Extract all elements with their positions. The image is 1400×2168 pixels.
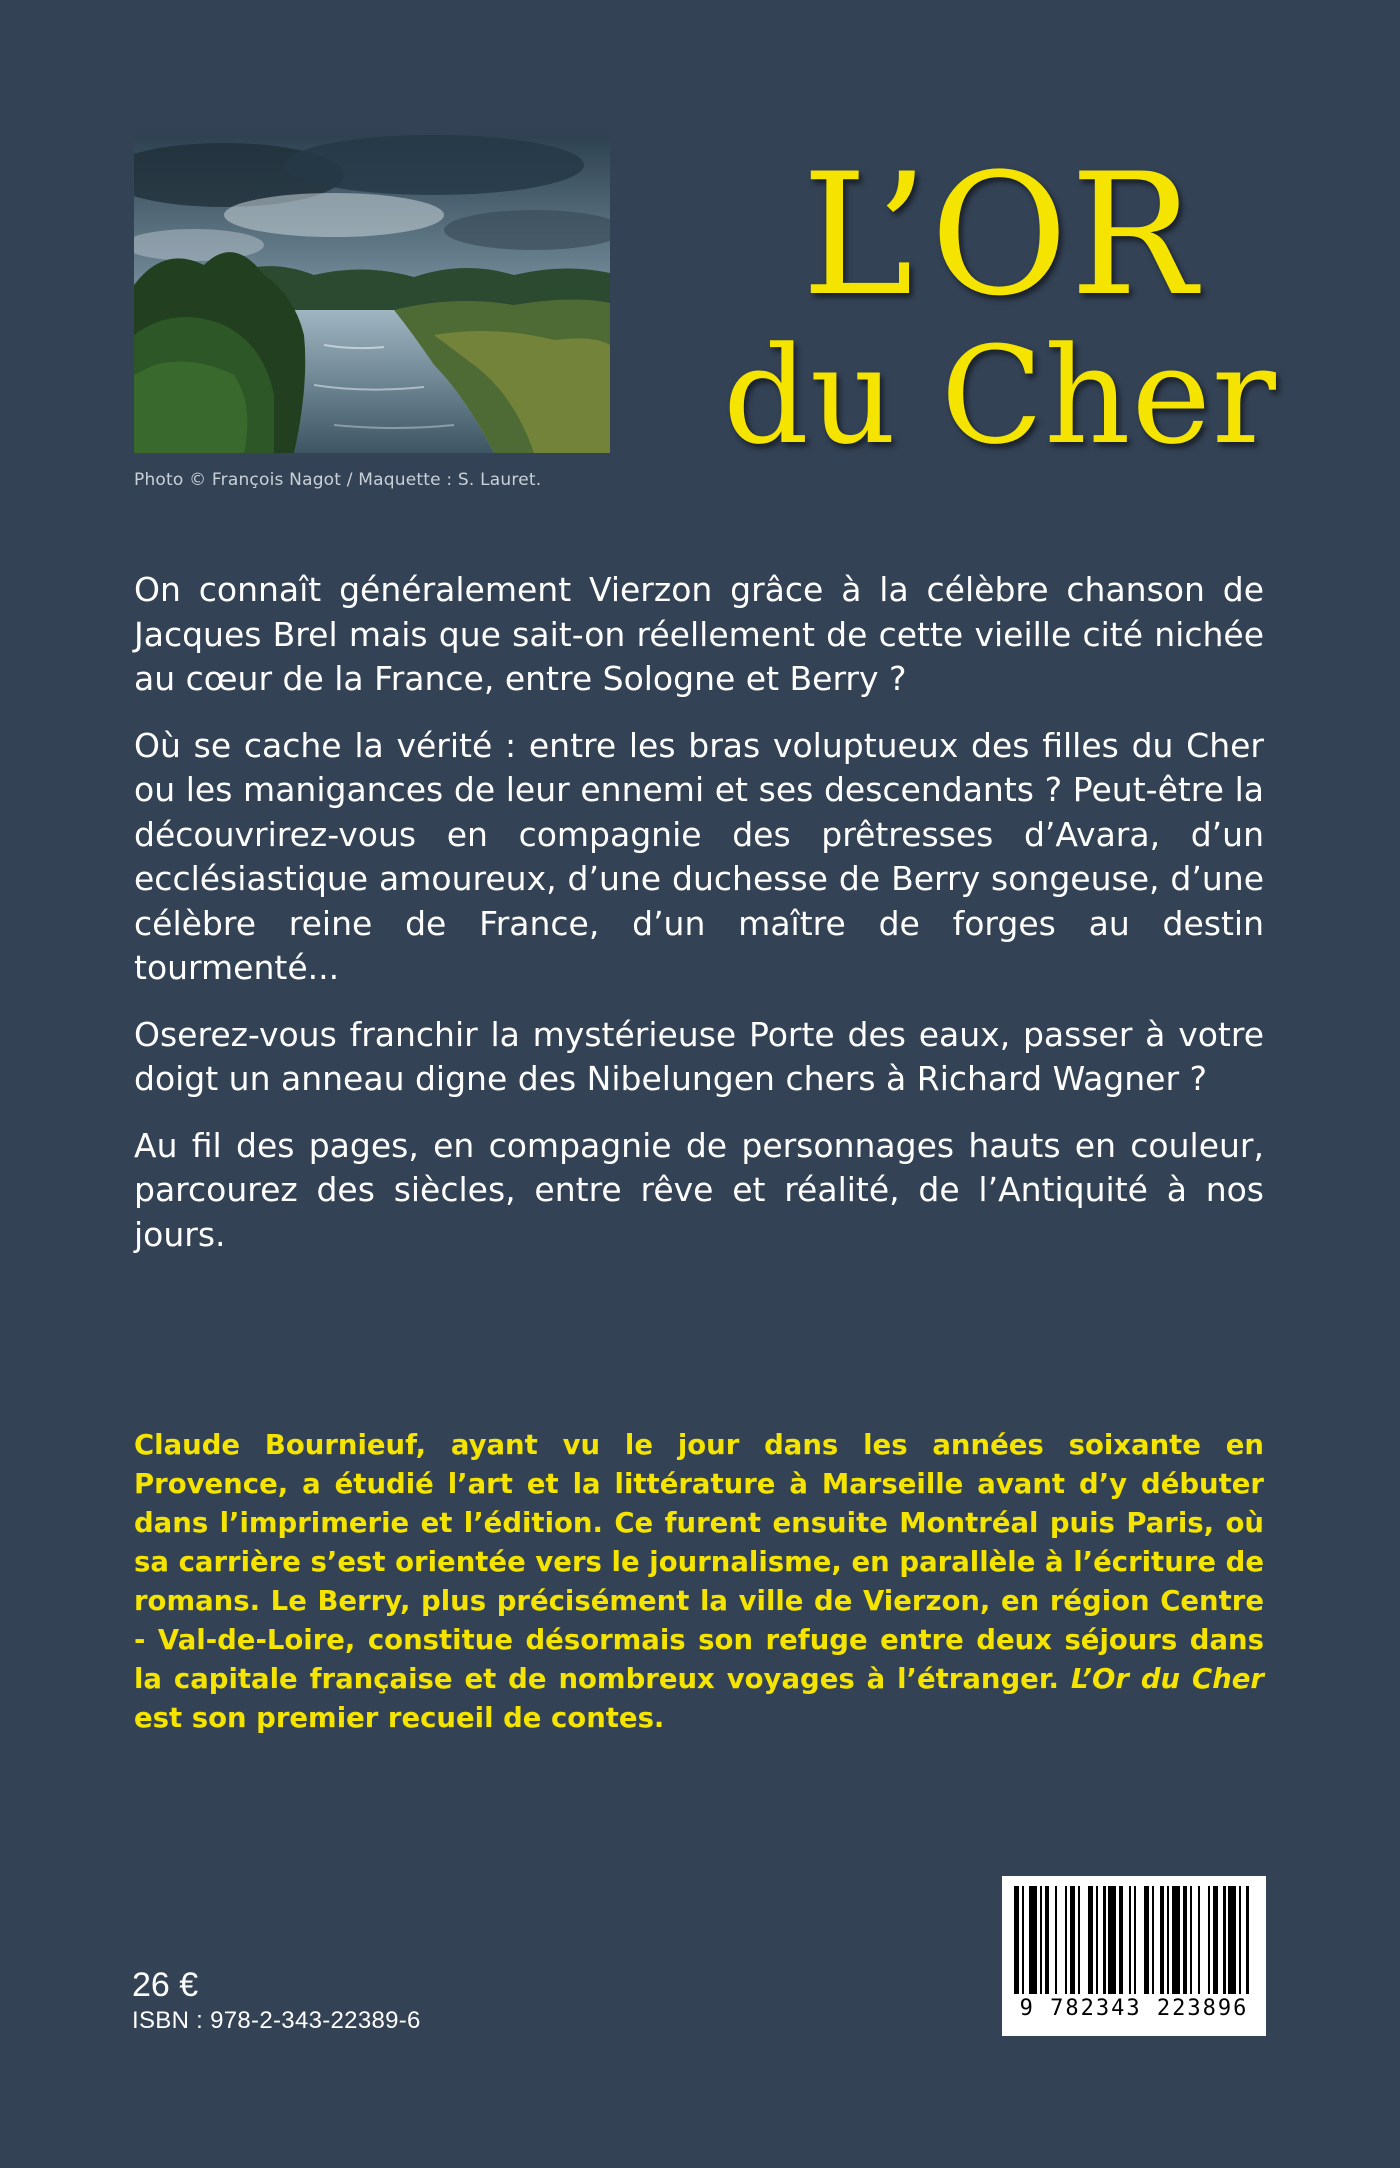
barcode-bar bbox=[1223, 1886, 1225, 1994]
barcode-bar bbox=[1152, 1886, 1154, 1994]
blurb-paragraph: On connaît généralement Vierzon grâce à la célèbre chanson de Jacques Brel mais que sait-on réellement de cette vieille cité nichée au cœur de la France, entre Sologne et Berry ? bbox=[134, 570, 1264, 698]
bio-text-part-2: est son premier recueil de contes. bbox=[134, 1702, 665, 1734]
author-name: Claude Bournieuf bbox=[134, 1429, 416, 1461]
barcode-bar bbox=[1096, 1886, 1098, 1994]
book-title bbox=[640, 137, 1360, 474]
barcode-bar bbox=[1134, 1886, 1136, 1994]
barcode-bars bbox=[1014, 1886, 1254, 1994]
title-line-2: du Cher bbox=[723, 318, 1277, 474]
barcode-bar bbox=[1070, 1886, 1075, 1994]
barcode-bar bbox=[1065, 1886, 1067, 1994]
barcode-bar bbox=[1228, 1886, 1235, 1994]
blurb-paragraph: Où se cache la vérité : entre les bras voluptueux des filles du Cher ou les manigances de leur ennemi et ses descendants ? Peut-être la découvrirez-vous en compagnie des prêtresses d’Avara, d’un ecclésiastique amoureux, d’une duchesse de Berry songeuse, d’une célèbre reine de France, d’un maître de forges au destin tourmenté... bbox=[134, 725, 1264, 987]
isbn: ISBN : 978-2-343-22389-6 bbox=[132, 2007, 421, 2034]
barcode-bar bbox=[1119, 1886, 1124, 1994]
barcode-bar bbox=[1078, 1886, 1080, 1994]
author-bio bbox=[134, 1426, 1264, 1738]
cover-photo bbox=[134, 135, 610, 453]
river-landscape-image bbox=[134, 135, 610, 453]
barcode-bar bbox=[1040, 1886, 1042, 1994]
barcode bbox=[1002, 1876, 1266, 2036]
barcode-bar bbox=[1014, 1886, 1019, 1994]
barcode-bar bbox=[1208, 1886, 1210, 1994]
blurb-text bbox=[134, 568, 1264, 1279]
photo-credit: Photo © François Nagot / Maquette : S. Lauret. bbox=[134, 470, 542, 490]
barcode-bar bbox=[1108, 1886, 1115, 1994]
barcode-bar bbox=[1246, 1886, 1248, 1994]
barcode-bar bbox=[1198, 1886, 1200, 1994]
barcode-bar bbox=[1172, 1886, 1179, 1994]
blurb-paragraph: Oserez-vous franchir la mystérieuse Porte des eaux, passer à votre doigt un anneau digne des Nibelungen chers à Richard Wagner ? bbox=[134, 1014, 1264, 1098]
barcode-bar bbox=[1213, 1886, 1218, 1994]
price: 26 € bbox=[132, 1966, 199, 2004]
barcode-bar bbox=[1129, 1886, 1131, 1994]
barcode-bar bbox=[1190, 1886, 1192, 1994]
barcode-bar bbox=[1160, 1886, 1165, 1994]
barcode-digits: 9 782343 223896 bbox=[1019, 1996, 1249, 2021]
barcode-bar bbox=[1022, 1886, 1024, 1994]
barcode-bar bbox=[1045, 1886, 1050, 1994]
barcode-bar bbox=[1183, 1886, 1188, 1994]
barcode-bar bbox=[1088, 1886, 1093, 1994]
barcode-bar bbox=[1103, 1886, 1105, 1994]
barcode-bar bbox=[1029, 1886, 1036, 1994]
bio-book-title: L’Or du Cher bbox=[1070, 1663, 1264, 1695]
bio-text-part-1: , ayant vu le jour dans les années soixante en Provence, a étudié l’art et la littérature à Marseille avant d’y débuter dans l’imprimerie et l’édition. Ce furent ensuite Montréal puis Paris, où sa carrière s’est orientée vers le journalisme, en parallèle à l’écriture de romans. Le Berry, plus précisément la ville de Vierzon, en région Centre - Val-de-Loire, constitue désormais son refuge entre deux séjours dans la capitale française et de nombreux voyages à l’étranger. bbox=[134, 1429, 1264, 1695]
barcode-bar bbox=[1055, 1886, 1057, 1994]
barcode-bar bbox=[1167, 1886, 1169, 1994]
title-line-1: L’OR bbox=[801, 137, 1199, 333]
barcode-bar bbox=[1144, 1886, 1149, 1994]
barcode-bar bbox=[1239, 1886, 1241, 1994]
blurb-paragraph: Au fil des pages, en compagnie de personnages hauts en couleur, parcourez des siècles, entre rêve et réalité, de l’Antiquité à nos jours. bbox=[134, 1125, 1264, 1254]
